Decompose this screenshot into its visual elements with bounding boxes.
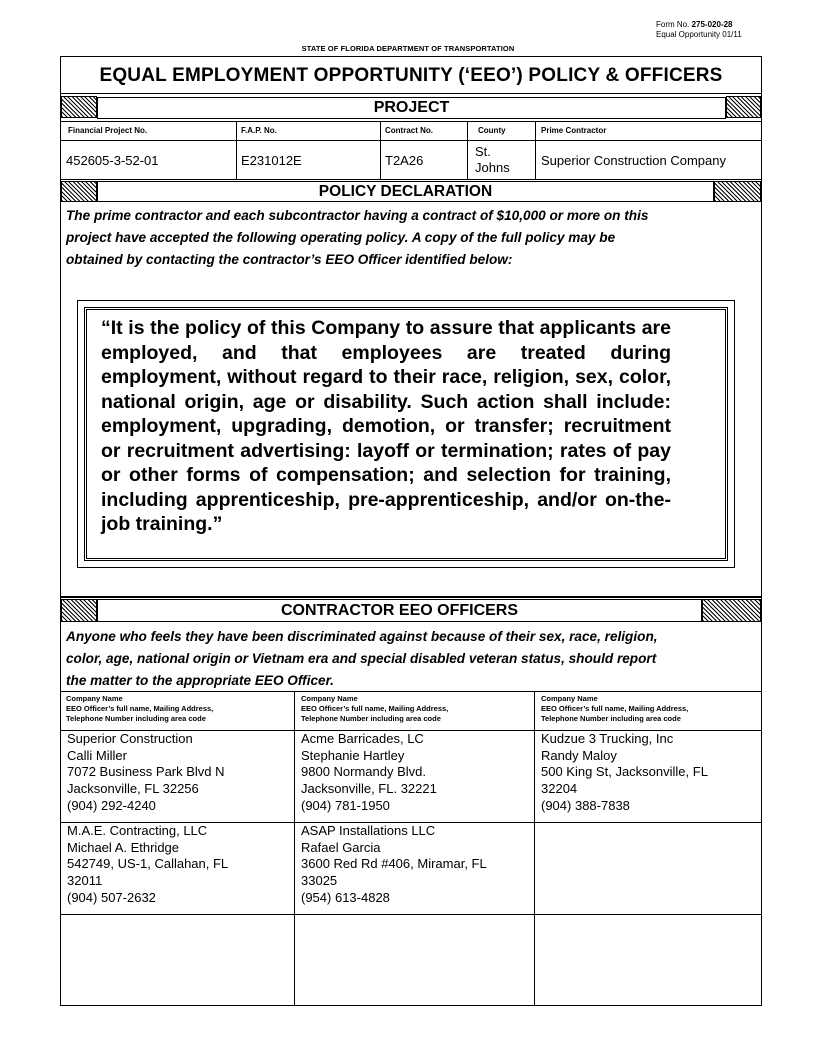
header-line: Telephone Number including area code	[301, 714, 441, 723]
officers-section-title: CONTRACTOR EEO OFFICERS	[97, 599, 702, 622]
officers-notice-line: the matter to the appropriate EEO Officer.	[66, 673, 334, 688]
policy-statement: “It is the policy of this Company to assure that applicants are employed, and that employees are treated during employment, without regard to their race, religion, sex, color, national origin, age or disability. Such action shall include: employment, upgrading, demotion, or transfer; recruitment or recruitment advertising: layoff or termination; rates of pay or other forms of compensation; and selection for training, including apprenticeship, pre-apprenticeship, and/or on-the-job training.”	[101, 317, 671, 535]
header-line: Company Name	[66, 694, 123, 703]
hatch-left	[61, 181, 97, 202]
divider	[61, 179, 761, 180]
agency-header: STATE OF FLORIDA DEPARTMENT OF TRANSPORTATION	[301, 44, 515, 53]
address-line: Jacksonville, FL. 32221	[301, 781, 437, 797]
divider	[534, 691, 535, 1006]
officer-column-header	[66, 694, 213, 724]
header-financial-project: Financial Project No.	[68, 126, 148, 135]
address-line: 9800 Normandy Blvd.	[301, 764, 427, 780]
phone: (904) 507-2632	[67, 889, 156, 905]
divider	[61, 596, 761, 598]
phone: (904) 292-4240	[67, 797, 156, 813]
form-category: Equal Opportunity 01/11	[656, 30, 742, 39]
policy-section-title: POLICY DECLARATION	[97, 181, 714, 202]
officers-notice	[66, 626, 760, 692]
officer-name: Stephanie Hartley	[301, 747, 405, 763]
header-line: EEO Officer’s full name, Mailing Address,	[66, 704, 214, 713]
officers-notice-line: color, age, national origin or Vietnam era and special disabled veteran status, should report	[66, 651, 657, 666]
company-name: Kudzue 3 Trucking, Inc	[541, 731, 674, 746]
form-number-value: 275-020-28	[691, 20, 733, 29]
policy-intro-line: obtained by contacting the contractor’s EEO Officer identified below:	[66, 252, 513, 267]
officer-name: Calli Miller	[67, 747, 127, 763]
contract-value: T2A26	[385, 153, 424, 168]
address-line: 32204	[541, 781, 578, 797]
address-line: 7072 Business Park Blvd N	[67, 764, 225, 780]
header-line: EEO Officer’s full name, Mailing Address,	[301, 704, 449, 713]
phone: (904) 388-7838	[541, 797, 630, 813]
policy-intro-line: The prime contractor and each subcontractor having a contract of $10,000 or more on this	[66, 208, 649, 223]
page-title: EQUAL EMPLOYMENT OPPORTUNITY (‘EEO’) POLICY & OFFICERS	[60, 58, 762, 94]
officer-entry	[301, 731, 437, 815]
hatch-right	[726, 96, 761, 118]
divider	[61, 121, 761, 122]
phone: (904) 781-1950	[301, 797, 390, 813]
form-number-label: Form No.	[656, 20, 690, 29]
header-contract: Contract No.	[385, 126, 433, 135]
address-line: 33025	[301, 873, 338, 889]
project-section-title: PROJECT	[97, 97, 726, 119]
county-line: St.	[475, 144, 491, 159]
officer-column-header	[301, 694, 448, 724]
header-line: Company Name	[301, 694, 358, 703]
officers-notice-line: Anyone who feels they have been discriminated against because of their sex, race, religion,	[66, 629, 658, 644]
hatch-right	[714, 181, 761, 202]
header-line: EEO Officer’s full name, Mailing Address,	[541, 704, 689, 713]
form-number	[656, 20, 742, 40]
divider	[236, 121, 237, 179]
company-name: ASAP Installations LLC	[301, 823, 436, 838]
hatch-left	[61, 599, 97, 622]
officer-name: Rafael Garcia	[301, 839, 381, 855]
officer-name: Randy Maloy	[541, 747, 617, 763]
header-fap: F.A.P. No.	[241, 126, 277, 135]
header-prime: Prime Contractor	[541, 126, 607, 135]
header-county: County	[478, 126, 506, 135]
address-line: 500 King St, Jacksonville, FL	[541, 764, 708, 780]
company-name: Acme Barricades, LC	[301, 731, 424, 746]
officer-entry	[67, 731, 225, 815]
policy-intro-line: project have accepted the following operating policy. A copy of the full policy may be	[66, 230, 616, 245]
address-line: Jacksonville, FL 32256	[67, 781, 199, 797]
header-line: Telephone Number including area code	[66, 714, 206, 723]
divider	[294, 691, 295, 1006]
officer-entry	[301, 823, 487, 907]
company-name: M.A.E. Contracting, LLC	[67, 823, 208, 838]
header-line: Company Name	[541, 694, 598, 703]
company-name: Superior Construction	[67, 731, 193, 746]
officer-name: Michael A. Ethridge	[67, 839, 180, 855]
address-line: 542749, US-1, Callahan, FL	[67, 856, 229, 872]
fap-value: E231012E	[241, 153, 302, 168]
county-value	[475, 144, 510, 176]
financial-project-value: 452605-3-52-01	[66, 153, 159, 168]
divider	[380, 121, 381, 179]
header-line: Telephone Number including area code	[541, 714, 681, 723]
phone: (954) 613-4828	[301, 889, 390, 905]
officer-column-header	[541, 694, 688, 724]
prime-contractor-value: Superior Construction Company	[541, 153, 726, 168]
divider	[61, 140, 761, 141]
hatch-right	[702, 599, 761, 622]
divider	[61, 914, 761, 915]
officer-entry	[541, 731, 708, 815]
policy-intro	[66, 205, 760, 271]
divider	[61, 691, 761, 692]
divider	[535, 121, 536, 179]
hatch-left	[61, 96, 97, 118]
policy-statement-box	[84, 307, 728, 561]
county-line: Johns	[475, 160, 510, 175]
divider	[467, 121, 468, 179]
officer-entry	[67, 823, 228, 907]
address-line: 32011	[67, 873, 103, 889]
address-line: 3600 Red Rd #406, Miramar, FL	[301, 856, 487, 872]
